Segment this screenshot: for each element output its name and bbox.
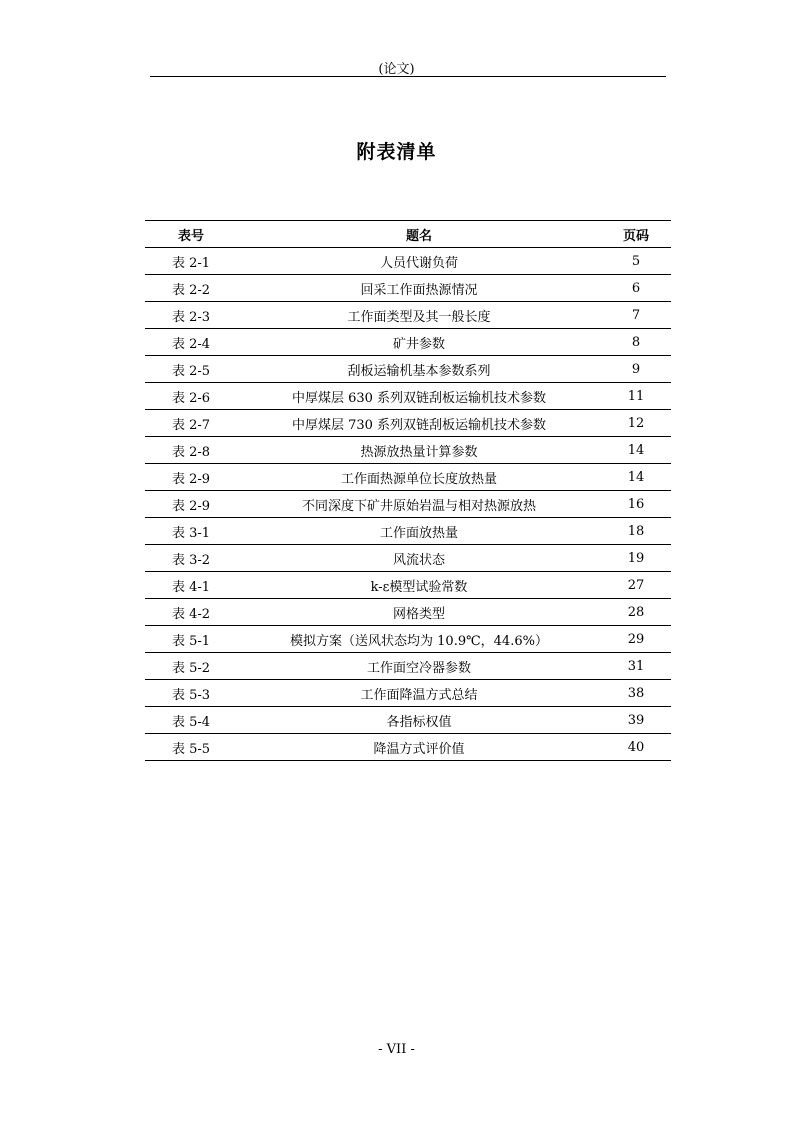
table-number: 表 5-3 (145, 680, 237, 707)
table-row (145, 680, 671, 707)
page-number: 40 (601, 734, 671, 761)
table-body (145, 248, 671, 761)
page-number: 12 (601, 410, 671, 437)
table-number: 表 5-2 (145, 653, 237, 680)
page-footer-number: - VII - (378, 1042, 415, 1057)
table-title: 热源放热量计算参数 (237, 437, 601, 464)
table-title: 各指标权值 (237, 707, 601, 734)
table-row (145, 599, 671, 626)
table-title: 工作面降温方式总结 (237, 680, 601, 707)
table-number: 表 5-5 (145, 734, 237, 761)
table-number: 表 2-2 (145, 275, 237, 302)
table-row (145, 653, 671, 680)
header-table-number: 表号 (145, 221, 237, 248)
table-row (145, 626, 671, 653)
table-number: 表 2-9 (145, 491, 237, 518)
page-number: 29 (601, 626, 671, 653)
table-row (145, 275, 671, 302)
table-list (145, 220, 671, 761)
running-header: (论文) (378, 62, 415, 77)
table-number: 表 2-1 (145, 248, 237, 275)
table-row (145, 329, 671, 356)
table-title: 刮板运输机基本参数系列 (237, 356, 601, 383)
page-number: 11 (601, 383, 671, 410)
table-number: 表 2-9 (145, 464, 237, 491)
table-title: 工作面类型及其一般长度 (237, 302, 601, 329)
table-number: 表 5-1 (145, 626, 237, 653)
table-number: 表 2-8 (145, 437, 237, 464)
page-number: 14 (601, 437, 671, 464)
table-row (145, 491, 671, 518)
page-number: 18 (601, 518, 671, 545)
table-title: 工作面热源单位长度放热量 (237, 464, 601, 491)
table-row (145, 572, 671, 599)
page-number: 8 (601, 329, 671, 356)
table-header (145, 221, 671, 248)
table-title: 模拟方案（送风状态均为 10.9℃，44.6%） (237, 626, 601, 653)
header-page-number: 页码 (601, 221, 671, 248)
table-row (145, 302, 671, 329)
table-row (145, 356, 671, 383)
table-title: 回采工作面热源情况 (237, 275, 601, 302)
page-number: 27 (601, 572, 671, 599)
table-title: k-ε模型试验常数 (237, 572, 601, 599)
header-table-title: 题名 (237, 221, 601, 248)
table-number: 表 2-4 (145, 329, 237, 356)
table-title: 降温方式评价值 (237, 734, 601, 761)
table-number: 表 2-3 (145, 302, 237, 329)
table-title: 网格类型 (237, 599, 601, 626)
table-title: 人员代谢负荷 (237, 248, 601, 275)
table-title: 不同深度下矿井原始岩温与相对热源放热 (237, 491, 601, 518)
table-row (145, 545, 671, 572)
page-number: 31 (601, 653, 671, 680)
table-row (145, 734, 671, 761)
table-title: 工作面空冷器参数 (237, 653, 601, 680)
table-number: 表 2-6 (145, 383, 237, 410)
table-row (145, 707, 671, 734)
table-number: 表 2-5 (145, 356, 237, 383)
page-number: 5 (601, 248, 671, 275)
page-number: 28 (601, 599, 671, 626)
table-title: 中厚煤层 730 系列双链刮板运输机技术参数 (237, 410, 601, 437)
page-title: 附表清单 (356, 141, 437, 163)
page-number: 38 (601, 680, 671, 707)
page-number: 39 (601, 707, 671, 734)
table-row (145, 383, 671, 410)
page-number: 19 (601, 545, 671, 572)
table-number: 表 4-1 (145, 572, 237, 599)
table-row (145, 464, 671, 491)
table-title: 工作面放热量 (237, 518, 601, 545)
table-number: 表 2-7 (145, 410, 237, 437)
table-title: 中厚煤层 630 系列双链刮板运输机技术参数 (237, 383, 601, 410)
table-title: 矿井参数 (237, 329, 601, 356)
table-row (145, 518, 671, 545)
header-rule (150, 76, 666, 77)
table-number: 表 3-2 (145, 545, 237, 572)
table-row (145, 410, 671, 437)
table-number: 表 3-1 (145, 518, 237, 545)
table-number: 表 4-2 (145, 599, 237, 626)
page-number: 7 (601, 302, 671, 329)
table-header-row (145, 221, 671, 248)
page-number: 6 (601, 275, 671, 302)
table-row (145, 437, 671, 464)
page-number: 9 (601, 356, 671, 383)
table-number: 表 5-4 (145, 707, 237, 734)
page-number: 16 (601, 491, 671, 518)
table-row (145, 248, 671, 275)
page-number: 14 (601, 464, 671, 491)
table-title: 风流状态 (237, 545, 601, 572)
